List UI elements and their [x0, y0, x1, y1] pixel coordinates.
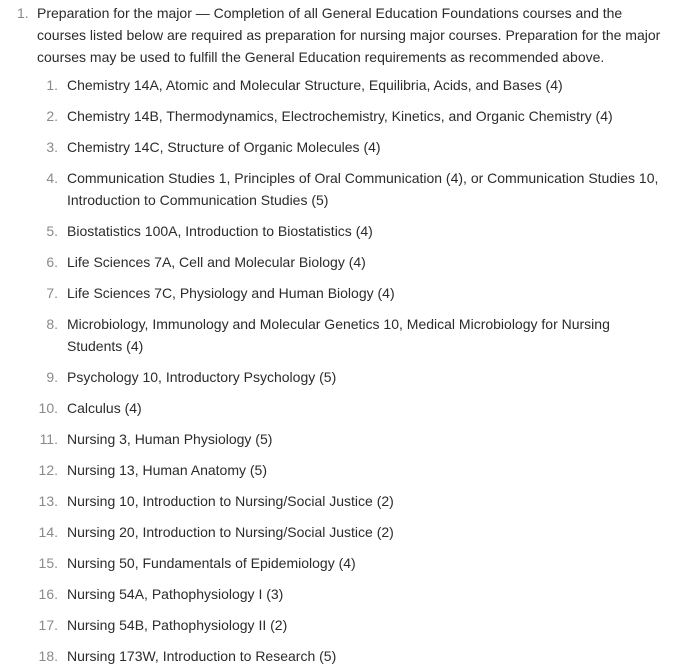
course-number: 6.: [46, 254, 58, 270]
course-item: [37, 313, 663, 357]
course-text: Nursing 54A, Pathophysiology I (3): [67, 586, 284, 602]
course-text: Nursing 10, Introduction to Nursing/Social Justice (2): [67, 493, 394, 509]
course-number: 18.: [38, 648, 58, 664]
course-text: Life Sciences 7A, Cell and Molecular Biology (4): [67, 254, 366, 270]
course-number: 3.: [46, 139, 58, 155]
course-text: Nursing 50, Fundamentals of Epidemiology (4): [67, 555, 356, 571]
course-text: Communication Studies 1, Principles of Oral Communication (4), or Communication Studies 10, Introduction to Communication Studies (5): [67, 170, 659, 208]
course-text: Psychology 10, Introductory Psychology (5): [67, 369, 337, 385]
course-text: Biostatistics 100A, Introduction to Biostatistics (4): [67, 223, 373, 239]
course-text: Chemistry 14A, Atomic and Molecular Structure, Equilibria, Acids, and Bases (4): [67, 77, 563, 93]
course-number: 1.: [46, 77, 58, 93]
course-number: 9.: [46, 369, 58, 385]
course-text: Chemistry 14C, Structure of Organic Molecules (4): [67, 139, 381, 155]
course-text: Nursing 173W, Introduction to Research (5): [67, 648, 337, 664]
course-number: 10.: [38, 400, 58, 416]
course-item: [37, 490, 663, 512]
course-item: [37, 521, 663, 543]
course-text: Nursing 54B, Pathophysiology II (2): [67, 617, 288, 633]
course-item: [37, 105, 663, 127]
course-text: Nursing 13, Human Anatomy (5): [67, 462, 267, 478]
course-number: 11.: [39, 431, 58, 447]
course-number: 4.: [46, 170, 58, 186]
course-number: 7.: [46, 285, 58, 301]
course-text: Chemistry 14B, Thermodynamics, Electrochemistry, Kinetics, and Organic Chemistry (4): [67, 108, 613, 124]
course-number: 8.: [46, 316, 58, 332]
course-text: Nursing 20, Introduction to Nursing/Social Justice (2): [67, 524, 394, 540]
course-item: [37, 614, 663, 636]
course-item: [37, 167, 663, 211]
course-text: Nursing 3, Human Physiology (5): [67, 431, 273, 447]
course-list: [37, 74, 663, 667]
course-item: [37, 397, 663, 419]
course-number: 15.: [38, 555, 58, 571]
course-item: [37, 428, 663, 450]
course-item: [37, 583, 663, 605]
course-text: Life Sciences 7C, Physiology and Human Biology (4): [67, 285, 395, 301]
course-item: [37, 645, 663, 667]
course-number: 13.: [38, 493, 58, 509]
course-item: [37, 366, 663, 388]
course-number: 17.: [38, 617, 58, 633]
requirement-description: Preparation for the major — Completion of all General Education Foundations courses and the courses listed below are required as preparation for nursing major courses. Preparation for the major courses may be used to fulfill the General Education requirements as recommended above.: [37, 5, 661, 65]
course-item: [37, 552, 663, 574]
course-item: [37, 74, 663, 96]
course-number: 5.: [46, 223, 58, 239]
course-item: [37, 251, 663, 273]
course-item: [37, 136, 663, 158]
course-item: [37, 220, 663, 242]
course-item: [37, 459, 663, 481]
course-text: Calculus (4): [67, 400, 142, 416]
course-text: Microbiology, Immunology and Molecular Genetics 10, Medical Microbiology for Nursing Students (4): [67, 316, 610, 354]
course-number: 12.: [38, 462, 58, 478]
course-number: 16.: [38, 586, 58, 602]
course-number: 14.: [38, 524, 58, 540]
course-item: [37, 282, 663, 304]
course-number: 2.: [46, 108, 58, 124]
requirement-number: 1.: [17, 5, 29, 21]
